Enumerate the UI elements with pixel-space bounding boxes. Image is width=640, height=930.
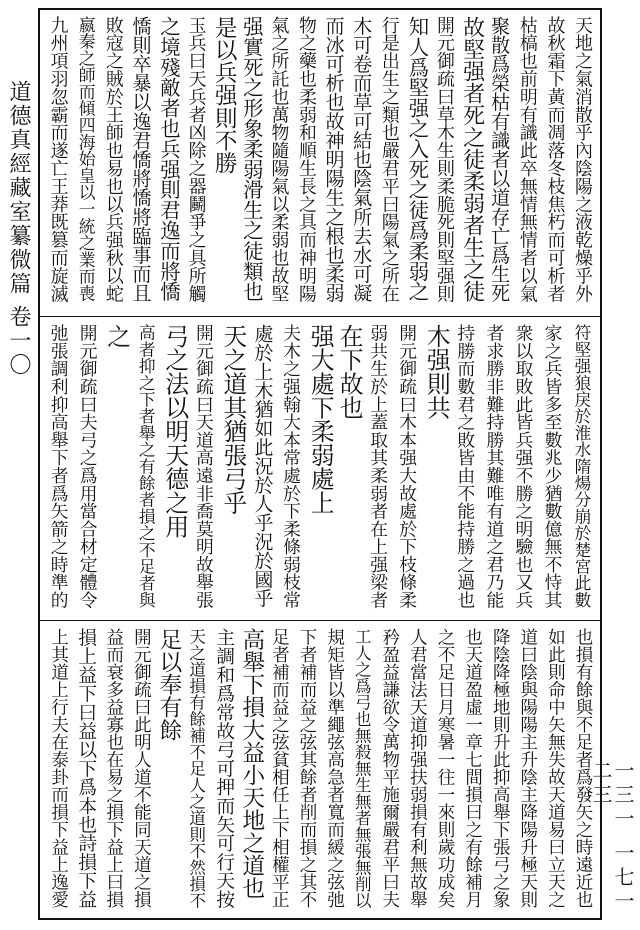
text-column: 道曰陰與陽陽主升陰主降陽升極天則 [517,628,538,908]
text-column: 九州項羽忽霸而遂亡王莽既篡而旋滅 [47,16,69,303]
text-column: 枯槁也前明有識此卒無情無情者以氣 [516,16,538,303]
text-column: 者求勝非難持勝其難唯有道之君乃能 [483,324,505,609]
text-column: 故秋霜下黃而凋落冬枝焦朽而可析者 [544,16,566,303]
text-column: 木强則共 [422,324,451,420]
text-column: 知人爲堅强之入死之徒爲柔弱之 [405,16,430,302]
text-column: 開元御疏曰此明人道不能同天道之損 [131,628,152,908]
text-column: 持勝而數君之敗皆由不能持勝之過也 [454,324,476,609]
text-column: 開元御疏曰夫弓之爲用當合材定體令 [77,324,99,609]
text-column: 主調和爲常故弓可押而矢可行天按 [213,628,235,909]
text-column: 夫木之强翰大本常處於下柔條弱枝常 [280,324,302,609]
text-column: 矜盈益謙欲令萬物平施爾嚴君平曰夫 [379,628,400,908]
text-column: 益而衰多益寡也在易之損下益上曰損 [103,628,124,908]
text-column: 憍則卒暴以逸君憍將憍將臨事而且 [129,16,153,303]
panel-divider [38,316,602,317]
text-column: 木可卷而草可結也陰氣所去水可凝 [350,16,374,303]
text-column: 衆以取敗此皆兵强不勝之明驗也又兵 [512,324,534,609]
text-column: 也天道盈虛一章七間損曰之有餘補月 [462,628,483,908]
text-column: 天之道損有餘補不足人之道則不然損不 [186,628,206,909]
text-column: 强實死之形象柔弱滑生之徒類也 [239,16,264,302]
text-column: 降陰降極地則升此抑高舉下張弓之象 [490,628,511,908]
text-column: 高舉下損大益小天地之道也 [238,628,265,900]
text-column: 損上益下曰益以下爲本也詩損下益 [75,628,97,909]
text-column: 嬴秦之師而傾四海始皇以一統之業而喪 [76,16,97,302]
text-column: 天地之氣消散乎內陰陽之液乾燥乎外 [571,16,593,303]
text-column: 故堅强者死之徒柔弱者生之徒 [459,16,485,302]
text-column: 之不足日月寒暑一往一來則歲功成矣 [434,628,455,908]
panel-divider [38,620,602,621]
text-column: 足者補而益之弦貧相任上下相權平正 [269,628,290,908]
text-column: 足以奉有餘 [155,628,182,741]
text-column: 開元御疏曰草木生則柔脆死則堅强則 [433,16,455,303]
text-column: 也損有餘與不足者爲發矢之時遠近也 [572,628,593,908]
text-column: 開元御疏曰天道高遠非喬莫明故舉張 [193,324,215,609]
text-column: 處於上木猶如此況於人乎況於國乎 [251,324,274,608]
text-column: 符堅强狼戾於淮水隋煬分崩於楚宮此數 [571,324,592,608]
text-column: 物之藥也柔弱和順生長之具而神明陽 [295,16,317,303]
text-column: 弓之法以明天德之用 [161,324,190,539]
text-column: 敗寇之賊於王師也易也以兵强秋以蛇 [102,16,124,303]
text-column: 工人之爲弓也無殺無生無者無張無削以 [352,628,372,909]
text-column: 家之兵皆多至數兆少猶數億無不恃其 [541,324,563,609]
text-column: 弛張調利抑高舉下者爲矢箭之時準的 [48,324,70,609]
text-column: 是以兵强則不勝 [211,16,238,175]
volume-title: 道德真經藏室纂微篇 卷一〇 [6,80,31,377]
text-column: 行是出生之類也嚴君平曰陽氣之所在 [378,16,400,303]
text-column: 聚散爲榮枯有識者以道存亡爲生死 [488,16,512,303]
text-column: 人君當法天道抑强扶弱損有利無故舉 [407,628,428,908]
text-column: 規矩皆以準繩弦高急者寬而緩之弦弛 [324,628,345,908]
text-column: 天之道其猶張弓乎 [219,324,248,515]
text-column: 在下故也 [335,324,364,420]
text-column: 如此則命中矢無失故天道易曰立天之 [545,628,566,908]
text-column: 而冰可析也故神明陽生之根也柔弱 [322,16,346,303]
page-number: 一三一 一七一二三 [589,760,635,915]
text-column: 弱共生於上蓋取其柔弱者在上强梁者 [367,324,389,609]
text-column: 下者補而益之弦其餘者削而損之其不 [296,628,317,908]
text-column: 之境殘敵者也兵强則君逸而將憍 [156,16,181,302]
text-column: 之 [103,324,132,348]
text-column: 玉兵曰天兵者凶除之器鬭爭之具所觸 [185,16,207,303]
text-column: 氣之所託也萬物隨陽氣以柔弱也故堅 [268,16,290,303]
text-column: 上其道上行夫在泰卦而損下益上逸愛 [48,628,69,908]
text-column: 開元御疏曰木本强大故處於下枝條柔 [396,324,418,609]
text-column: 强大處下柔弱處上 [306,324,335,515]
text-column: 高者抑之下者舉之有餘者損之不足者與 [136,324,157,608]
